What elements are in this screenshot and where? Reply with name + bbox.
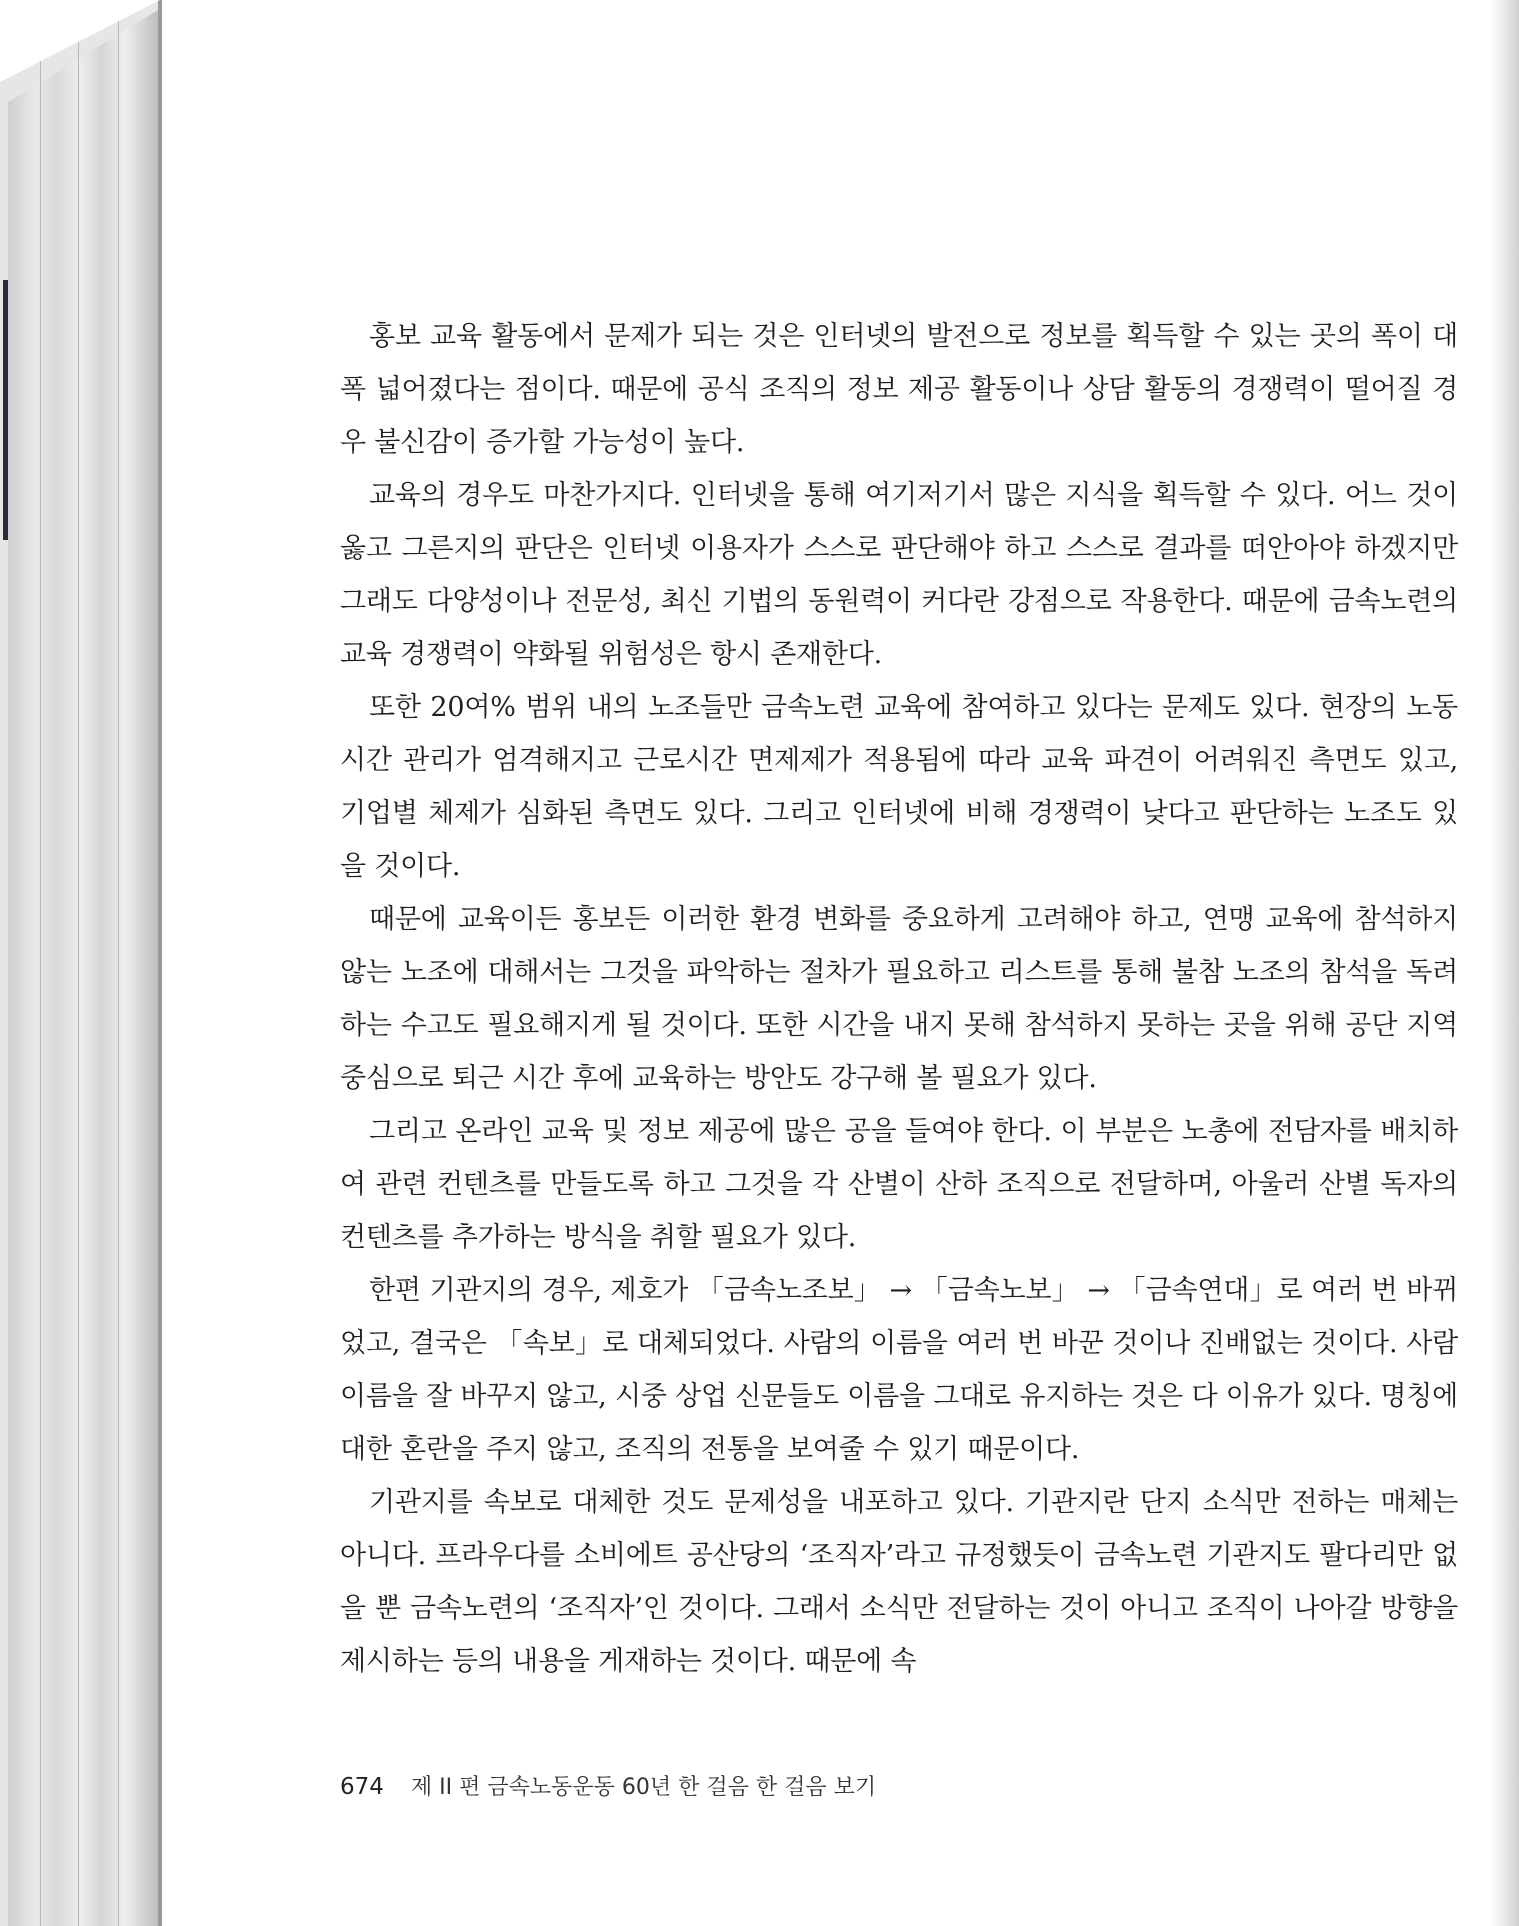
paragraph: 기관지를 속보로 대체한 것도 문제성을 내포하고 있다. 기관지란 단지 소식만 전하는 매체는 아니다. 프라우다를 소비에트 공산당의 ‘조직자’라고 규정했듯이 금속노련 기관지도 팔다리만 없을 뿐 금속노련의 ‘조직자’인 것이다. 그래서 소식만 전달하는 것이 아니고 조직이 나아갈 방향을 제시하는 등의 내용을 게재하는 것이다. 때문에 속 — [340, 1487, 1458, 1677]
binding-strip — [3, 280, 8, 540]
page-number: 674 — [340, 1774, 384, 1800]
paragraph: 교육의 경우도 마찬가지다. 인터넷을 통해 여기저기서 많은 지식을 획득할 수 있다. 어느 것이 옳고 그른지의 판단은 인터넷 이용자가 스스로 판단해야 하고 스스로 결과를 떠안아야 하겠지만 그래도 다양성이나 전문성, 최신 기법의 동원력이 커다란 강점으로 작용한다. 때문에 금속노련의 교육 경쟁력이 약화될 위험성은 항시 존재한다. — [340, 480, 1458, 670]
body-text — [340, 310, 1458, 1688]
page-edge-line — [40, 0, 41, 1926]
page-edge-line — [78, 0, 79, 1926]
page-shadow — [1490, 0, 1519, 1926]
paragraph: 또한 20여% 범위 내의 노조들만 금속노련 교육에 참여하고 있다는 문제도 있다. 현장의 노동시간 관리가 엄격해지고 근로시간 면제제가 적용됨에 따라 교육 파견이 어려워진 측면도 있고, 기업별 체제가 심화된 측면도 있다. 그리고 인터넷에 비해 경쟁력이 낮다고 판단하는 노조도 있을 것이다. — [340, 692, 1458, 882]
paragraph: 때문에 교육이든 홍보든 이러한 환경 변화를 중요하게 고려해야 하고, 연맹 교육에 참석하지 않는 노조에 대해서는 그것을 파악하는 절차가 필요하고 리스트를 통해 불참 노조의 참석을 독려하는 수고도 필요해지게 될 것이다. 또한 시간을 내지 못해 참석하지 못하는 곳을 위해 공단 지역 중심으로 퇴근 시간 후에 교육하는 방안도 강구해 볼 필요가 있다. — [340, 904, 1458, 1094]
paragraph: 홍보 교육 활동에서 문제가 되는 것은 인터넷의 발전으로 정보를 획득할 수 있는 곳의 폭이 대폭 넓어졌다는 점이다. 때문에 공식 조직의 정보 제공 활동이나 상담 활동의 경쟁력이 떨어질 경우 불신감이 증가할 가능성이 높다. — [340, 321, 1458, 458]
paragraph: 한편 기관지의 경우, 제호가 「금속노조보」 → 「금속노보」 → 「금속연대」로 여러 번 바뀌었고, 결국은 「속보」로 대체되었다. 사람의 이름을 여러 번 바꾼 것이나 진배없는 것이다. 사람 이름을 잘 바꾸지 않고, 시중 상업 신문들도 이름을 그대로 유지하는 것은 다 이유가 있다. 명칭에 대한 혼란을 주지 않고, 조직의 전통을 보여줄 수 있기 때문이다. — [340, 1275, 1458, 1465]
page-footer — [340, 1770, 876, 1802]
book-title: 금속노동운동 60년 한 걸음 한 걸음 보기 — [487, 1775, 877, 1800]
section-label: 제 II 편 — [410, 1775, 481, 1800]
book-page-edges — [0, 0, 162, 1926]
book-page — [162, 0, 1496, 1926]
page-stack-edge — [8, 10, 158, 1926]
paragraph: 그리고 온라인 교육 및 정보 제공에 많은 공을 들여야 한다. 이 부분은 노총에 전담자를 배치하여 관련 컨텐츠를 만들도록 하고 그것을 각 산별이 산하 조직으로 전달하며, 아울러 산별 독자의 컨텐츠를 추가하는 방식을 취할 필요가 있다. — [340, 1116, 1458, 1253]
page-edge-line — [118, 0, 119, 1926]
